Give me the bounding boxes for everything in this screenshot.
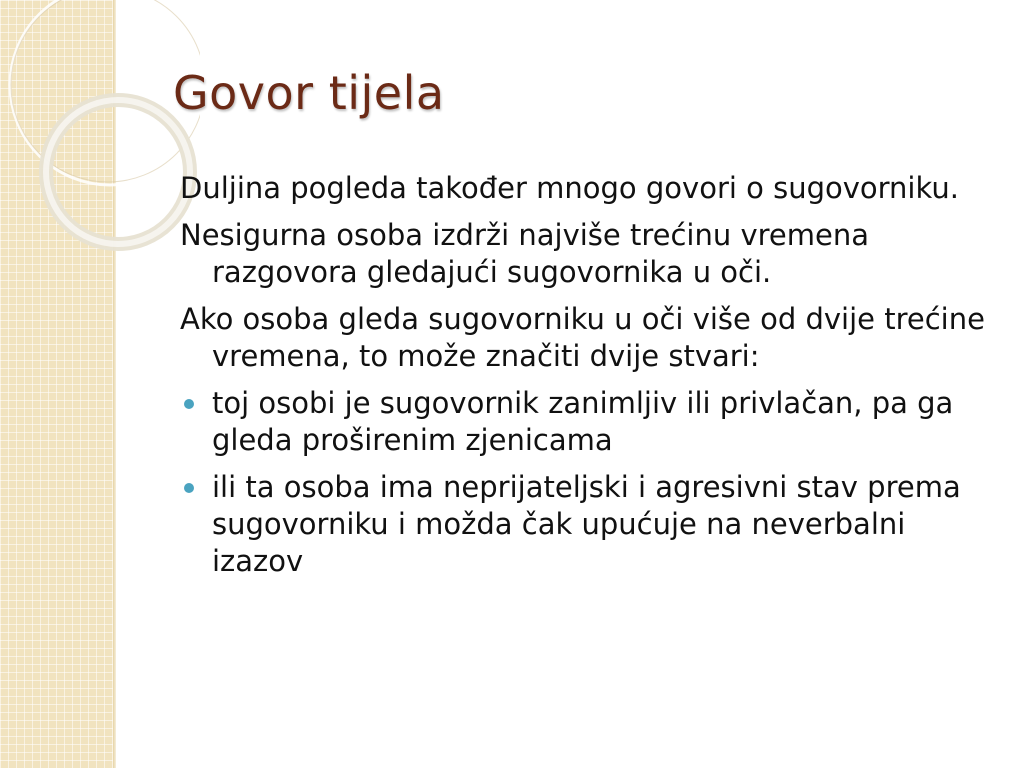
paragraph: Ako osoba gleda sugovorniku u oči više od dvije trećine vremena, to može značiti dvije stvari:: [180, 302, 985, 373]
bullet-dot-icon: [184, 483, 194, 493]
slide-body: [180, 170, 1000, 590]
bullet-dot-icon: [184, 399, 194, 409]
decorative-rings: [0, 0, 200, 300]
bullet-item: [180, 469, 1000, 580]
paragraph: Nesigurna osoba izdrži najviše trećinu vremena razgovora gledajući sugovornika u oči.: [180, 218, 869, 289]
bullet-text: ili ta osoba ima neprijateljski i agresivni stav prema sugovorniku i možda čak upućuje na neverbalni izazov: [212, 470, 961, 578]
slide-title: Govor tijela: [173, 66, 445, 120]
bullet-text: toj osobi je sugovornik zanimljiv ili privlačan, pa ga gleda proširenim zjenicama: [212, 386, 954, 457]
bullet-item: [180, 385, 1000, 459]
paragraph: Duljina pogleda također mnogo govori o sugovorniku.: [180, 171, 959, 205]
